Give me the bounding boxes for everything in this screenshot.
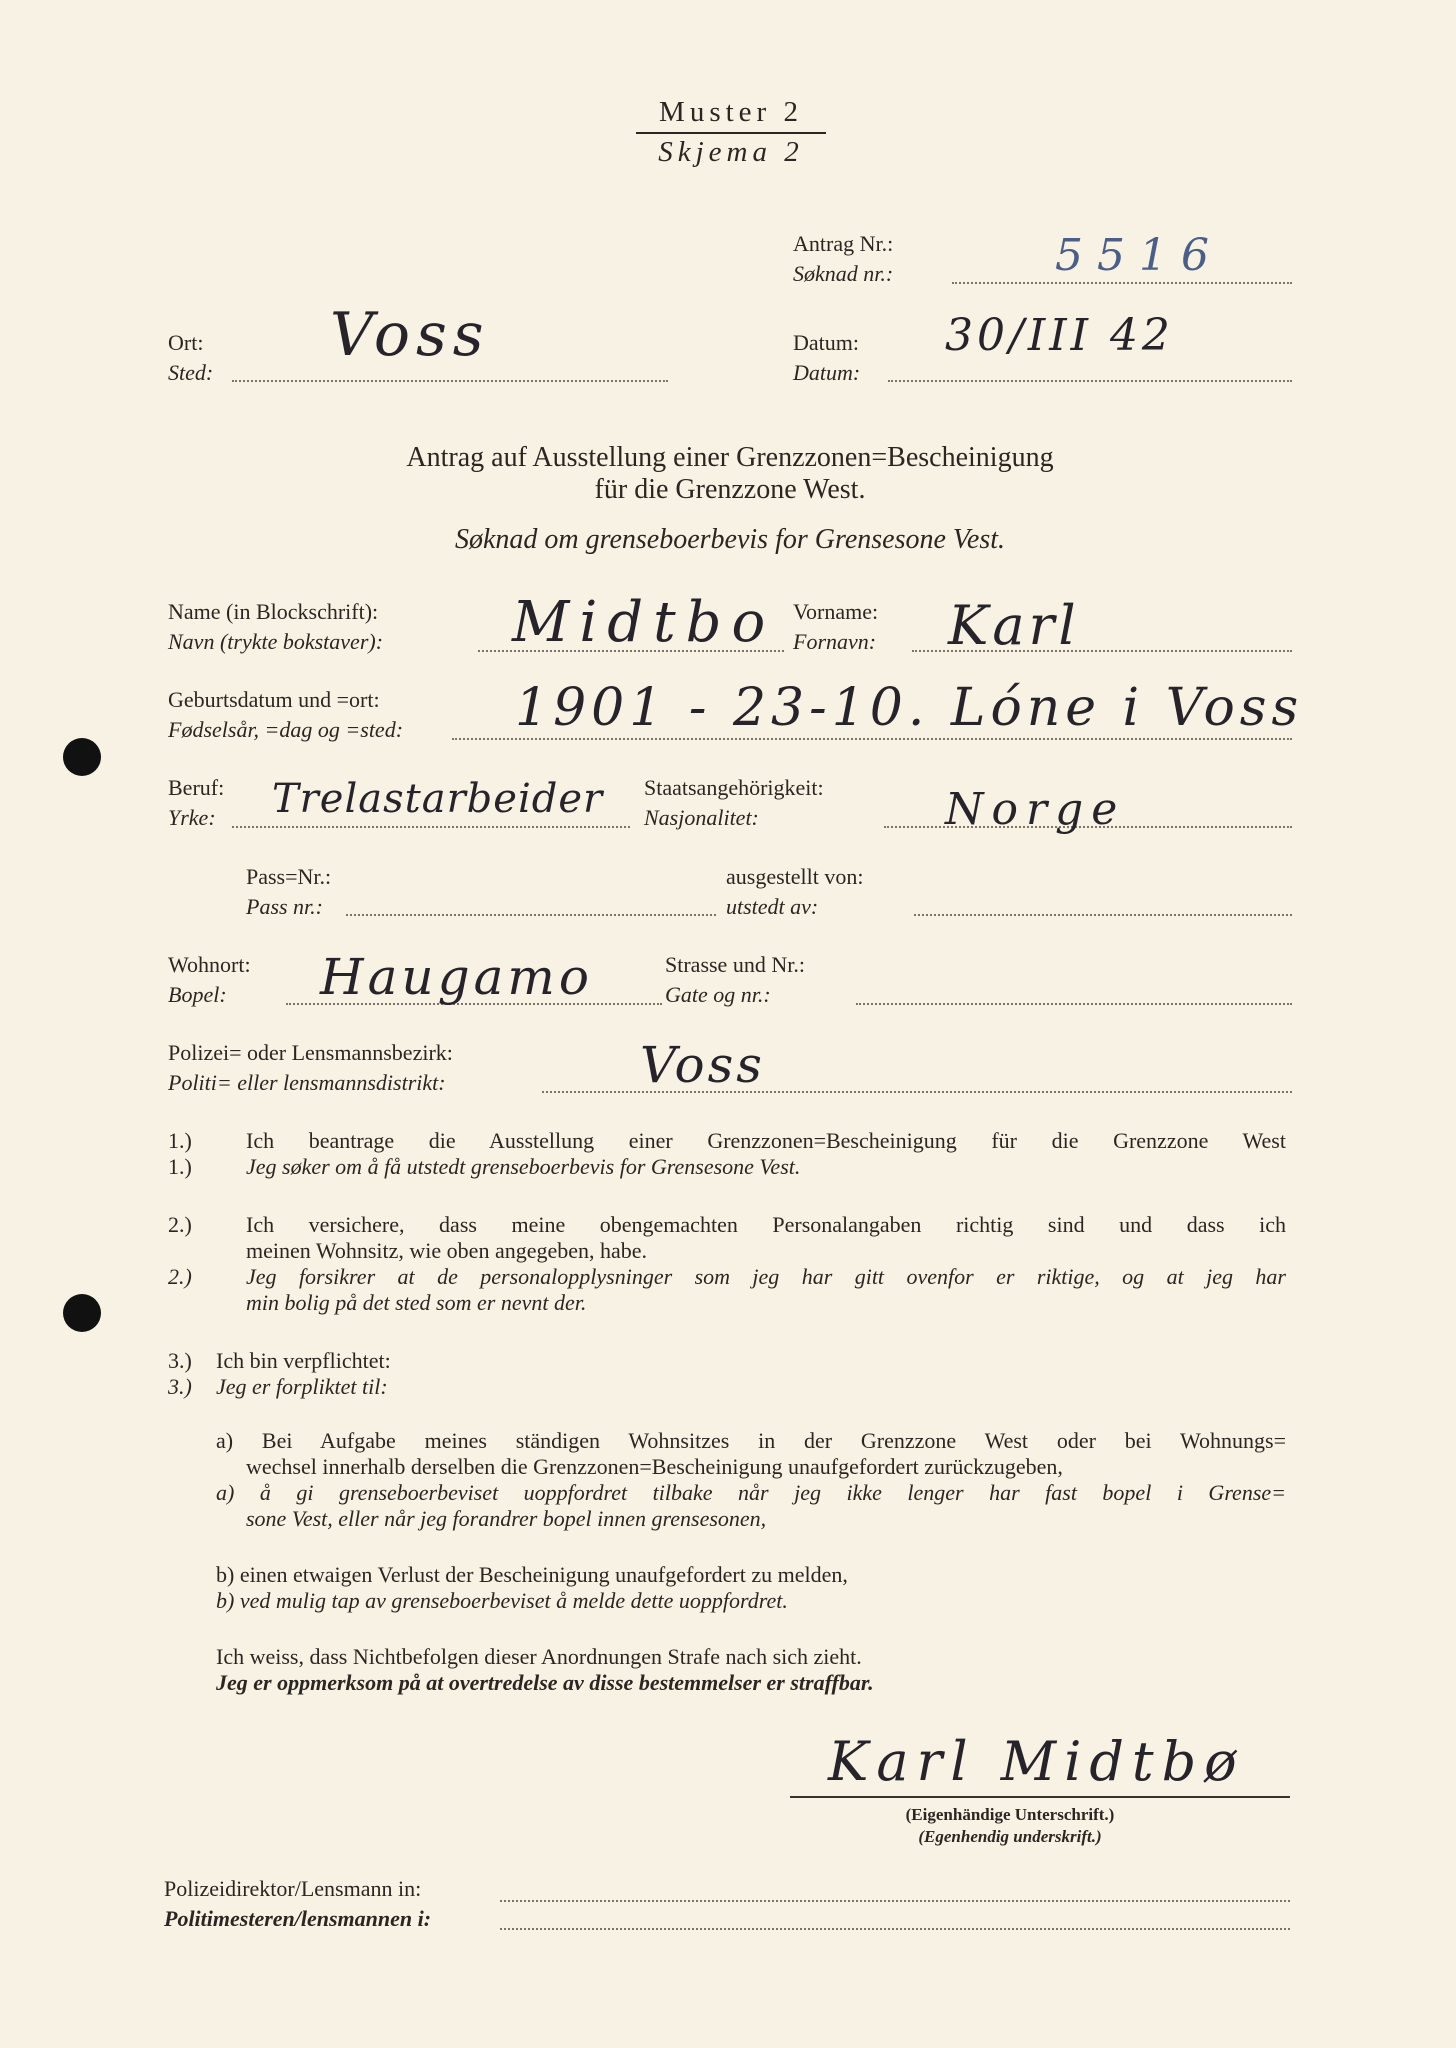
- label-no: Søknad nr.:: [793, 261, 894, 286]
- label-no: Fornavn:: [793, 629, 877, 654]
- label-no: Yrke:: [168, 805, 216, 830]
- occupation-line: [232, 826, 630, 828]
- declaration-2-de-line1: Ich versichere, dass meine obengemachten Personalangaben richtig sind und dass ich: [246, 1212, 1286, 1237]
- warning-de: Ich weiss, dass Nichtbefolgen dieser Anordnungen Strafe nach sich zieht.: [216, 1644, 862, 1669]
- warning-no: Jeg er oppmerksom på at overtredelse av disse bestemmelser er straffbar.: [216, 1670, 874, 1695]
- number-no: 2.): [168, 1264, 192, 1289]
- form-number-header: [636, 94, 826, 170]
- police-label: [164, 1874, 431, 1934]
- declaration-2-number: [168, 1212, 192, 1290]
- label-no: Politimesteren/lensmannen i:: [164, 1906, 432, 1931]
- declaration-3-de: Ich bin verpflichtet:: [216, 1348, 391, 1373]
- date-label: [793, 328, 860, 388]
- date-value[interactable]: 30/III 42: [945, 310, 1174, 361]
- declaration-3a-no-line1: a) å gi grenseboerbeviset uoppfordret tilbake når jeg ikke lenger har fast bopel i Grense=: [216, 1480, 1286, 1505]
- declaration-1-de: Ich beantrage die Ausstellung einer Grenzzonen=Bescheinigung für die Grenzzone West: [246, 1128, 1286, 1153]
- number-de: 3.): [168, 1348, 192, 1373]
- firstname-value[interactable]: Karl: [948, 594, 1080, 657]
- declaration-3b-no: b) ved mulig tap av grenseboerbeviset å melde dette uoppfordret.: [216, 1588, 788, 1613]
- name-label: [168, 597, 383, 657]
- label-de: Pass=Nr.:: [246, 864, 332, 889]
- declaration-3-number: [168, 1348, 192, 1400]
- police-line-2: [500, 1928, 1290, 1930]
- label-no: Bopel:: [168, 982, 227, 1007]
- label-de: Beruf:: [168, 775, 225, 800]
- label-no: Navn (trykte bokstaver):: [168, 629, 384, 654]
- label-no: Fødselsår, =dag og =sted:: [168, 717, 404, 742]
- label-no: Nasjonalitet:: [644, 805, 759, 830]
- declaration-1-no: Jeg søker om å få utstedt grenseboerbevis for Grensesone Vest.: [246, 1154, 801, 1179]
- label-de: Geburtsdatum und =ort:: [168, 687, 380, 712]
- number-no: 1.): [168, 1154, 192, 1179]
- title-de-line1: Antrag auf Ausstellung einer Grenzzonen=Bescheinigung: [406, 442, 1054, 473]
- birth-line: [452, 738, 1292, 740]
- number-de: 1.): [168, 1128, 192, 1153]
- declaration-2-no-line2: min bolig på det sted som er nevnt der.: [246, 1290, 587, 1315]
- form-title: [210, 442, 1250, 556]
- name-value[interactable]: Midtbo: [512, 590, 776, 655]
- label-no: Gate og nr.:: [665, 982, 771, 1007]
- application-number-value[interactable]: 5516: [1055, 230, 1223, 281]
- warning: [216, 1644, 874, 1696]
- occupation-label: [168, 773, 224, 833]
- occupation-value[interactable]: Trelastarbeider: [272, 776, 604, 822]
- punch-hole-top: [63, 738, 101, 776]
- firstname-label: [793, 597, 878, 657]
- signature-line: [790, 1796, 1290, 1798]
- street-line: [856, 1003, 1292, 1005]
- label-de: Polizeidirektor/Lensmann in:: [164, 1876, 422, 1901]
- declaration-3-no: Jeg er forpliktet til:: [216, 1374, 388, 1399]
- issued-by-label: [726, 862, 863, 922]
- declaration-3a-no-line2: sone Vest, eller når jeg forandrer bopel innen grensesonen,: [246, 1506, 767, 1531]
- declaration-2-no-line1: Jeg forsikrer at de personalopplysninger som jeg har gitt ovenfor er riktige, og at jeg har: [246, 1264, 1286, 1289]
- declaration-3-intro: [216, 1348, 391, 1400]
- label-de: Staatsangehörigkeit:: [644, 775, 824, 800]
- application-number-label: [793, 229, 893, 289]
- declaration-1: [246, 1128, 1286, 1180]
- label-no: Politi= eller lensmannsdistrikt:: [168, 1070, 446, 1095]
- label-de: Antrag Nr.:: [793, 231, 894, 256]
- residence-value[interactable]: Haugamo: [320, 948, 593, 1006]
- number-de: 2.): [168, 1212, 192, 1237]
- declaration-3b-de: b) einen etwaigen Verlust der Bescheinigung unaufgefordert zu melden,: [216, 1562, 848, 1587]
- signature-label-de: (Eigenhändige Unterschrift.): [905, 1805, 1115, 1824]
- pass-number-label: [246, 862, 331, 922]
- declaration-1-number: [168, 1128, 192, 1180]
- place-label: [168, 328, 213, 388]
- label-de: Datum:: [793, 330, 859, 355]
- place-line: [232, 380, 668, 382]
- header-line-de: Muster 2: [636, 94, 826, 134]
- number-no: 3.): [168, 1374, 192, 1399]
- label-no: Sted:: [168, 360, 214, 385]
- signature-label-no: (Egenhendig underskrift.): [918, 1827, 1102, 1846]
- label-de: Name (in Blockschrift):: [168, 599, 379, 624]
- declaration-3a: [216, 1428, 1286, 1532]
- declaration-3a-de-line2: wechsel innerhalb derselben die Grenzzonen=Bescheinigung unaufgefordert zurückzugeben,: [246, 1454, 1063, 1479]
- title-no-line: Søknad om grenseboerbevis for Grensesone Vest.: [454, 524, 1006, 555]
- application-number-line: [952, 282, 1292, 284]
- district-label: [168, 1038, 453, 1098]
- declaration-3b: [216, 1562, 848, 1614]
- birth-label: [168, 685, 403, 745]
- declaration-2-de-line2: meinen Wohnsitz, wie oben angegeben, habe.: [246, 1238, 648, 1263]
- label-de: Polizei= oder Lensmannsbezirk:: [168, 1040, 453, 1065]
- nationality-value[interactable]: Norge: [945, 784, 1126, 835]
- label-no: Pass nr.:: [246, 894, 324, 919]
- place-value[interactable]: Voss: [330, 300, 490, 370]
- signature-value[interactable]: Karl Midtbø: [828, 1730, 1245, 1793]
- signature-caption: [880, 1804, 1140, 1848]
- declaration-2: [246, 1212, 1286, 1316]
- label-de: Ort:: [168, 330, 204, 355]
- issued-by-line: [914, 914, 1292, 916]
- header-line-no: Skjema 2: [658, 136, 804, 168]
- street-label: [665, 950, 805, 1010]
- birth-value[interactable]: 1901 - 23-10. Lóne i Voss: [515, 678, 1304, 738]
- nationality-label: [644, 773, 824, 833]
- district-value[interactable]: Voss: [640, 1036, 765, 1094]
- label-de: Wohnort:: [168, 952, 251, 977]
- label-de: Strasse und Nr.:: [665, 952, 805, 977]
- title-de-line2: für die Grenzzone West.: [594, 474, 866, 505]
- date-line: [888, 380, 1292, 382]
- label-de: ausgestellt von:: [726, 864, 864, 889]
- pass-number-line: [346, 914, 716, 916]
- label-no: Datum:: [793, 360, 861, 385]
- declaration-3a-de-line1: a) Bei Aufgabe meines ständigen Wohnsitzes in der Grenzzone West oder bei Wohnungs=: [216, 1428, 1286, 1453]
- label-de: Vorname:: [793, 599, 879, 624]
- police-line-1: [500, 1900, 1290, 1902]
- punch-hole-bottom: [63, 1294, 101, 1332]
- residence-label: [168, 950, 251, 1010]
- label-no: utstedt av:: [726, 894, 819, 919]
